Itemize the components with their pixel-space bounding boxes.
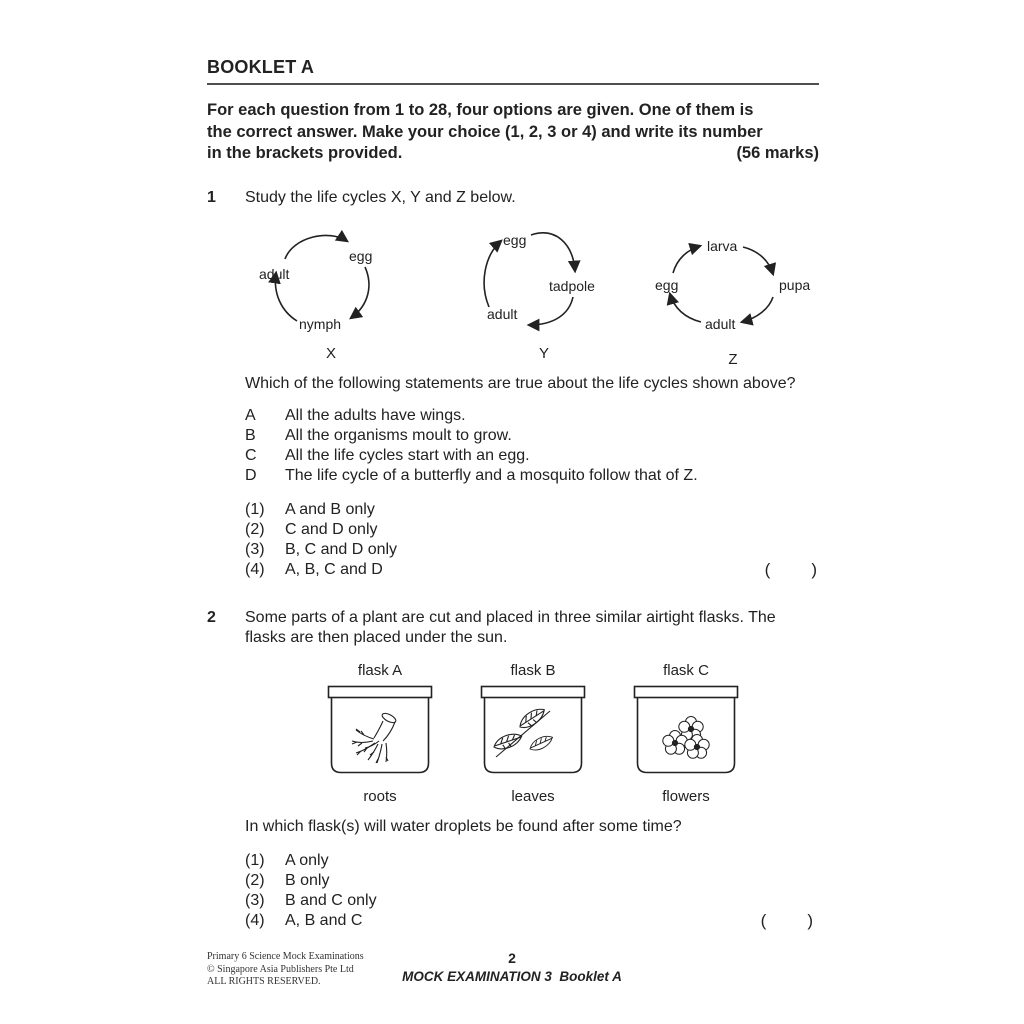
- question-2: [207, 608, 819, 931]
- option-row: [245, 560, 823, 580]
- footer-line: ALL RIGHTS RESERVED.: [207, 976, 321, 987]
- arrow-adult-to-egg: [484, 241, 501, 307]
- instruction-line: the correct answer. Make your choice (1, 2, 3 or 4) and write its number: [207, 122, 763, 141]
- option-number: (4): [245, 911, 265, 929]
- footer-line: Primary 6 Science Mock Examinations: [207, 951, 364, 962]
- option-row: [245, 540, 823, 560]
- arrow-pupa-to-adult: [742, 297, 773, 322]
- option-number: (1): [245, 851, 265, 869]
- flask-c-title: flask C: [663, 661, 709, 679]
- flask-a: [327, 661, 433, 807]
- option-number: (1): [245, 500, 265, 518]
- leaves-drawing: [493, 706, 555, 756]
- stage-label-egg: egg: [349, 247, 373, 264]
- stage-label-adult: adult: [259, 265, 290, 282]
- option-text: C and D only: [285, 520, 378, 538]
- cycle-z-label: Z: [728, 350, 738, 368]
- question-prompt: flasks are then placed under the sun.: [245, 628, 508, 646]
- answer-bracket-close: ): [811, 559, 817, 579]
- booklet-title: BOOKLET A: [207, 57, 315, 77]
- page-content: [207, 57, 819, 931]
- flask-lid: [482, 686, 585, 697]
- option-text: B, C and D only: [285, 540, 398, 558]
- statements-list: [245, 406, 823, 486]
- option-row: [245, 871, 819, 891]
- statement-text: All the adults have wings.: [285, 406, 466, 424]
- statement-letter: A: [245, 406, 256, 424]
- footer-center: [0, 951, 1024, 984]
- statement-row: [245, 446, 823, 466]
- answer-bracket-open: (: [760, 910, 767, 930]
- roots-drawing: [352, 711, 397, 763]
- flask-b-content-label: leaves: [511, 787, 555, 805]
- exam-title: MOCK EXAMINATION 3 Booklet A: [402, 969, 622, 984]
- cycle-y-svg: [469, 221, 619, 337]
- cycle-x-svg: [245, 221, 417, 337]
- option-number: (4): [245, 560, 265, 578]
- arrow-egg-to-nymph: [351, 267, 369, 318]
- question-prompt: Study the life cycles X, Y and Z below.: [245, 188, 516, 206]
- option-row: [245, 851, 819, 871]
- arrow-egg-to-tadpole: [531, 232, 575, 270]
- flowers-drawing: [663, 716, 709, 758]
- option-text: A, B and C: [285, 911, 363, 929]
- sub-question: In which flask(s) will water droplets be found after some time?: [245, 817, 682, 835]
- arrow-tadpole-to-adult: [529, 297, 573, 325]
- statement-row: [245, 406, 823, 426]
- flask-b-svg: [480, 685, 586, 777]
- option-row: [245, 911, 819, 931]
- page-number: 2: [508, 950, 516, 966]
- option-number: (3): [245, 891, 265, 909]
- option-text: A and B only: [285, 500, 375, 518]
- arrow-larva-to-pupa: [743, 247, 773, 274]
- arrow-adult-to-egg: [285, 235, 347, 259]
- stage-label-larva: larva: [707, 237, 738, 254]
- answer-bracket: [765, 560, 823, 580]
- statement-text: The life cycle of a butterfly and a mosquito follow that of Z.: [285, 466, 698, 484]
- flask-b: [480, 661, 586, 807]
- life-cycle-x-diagram: [245, 221, 417, 370]
- arrow-adult-to-egg: [670, 294, 701, 322]
- life-cycle-diagrams: [245, 221, 823, 370]
- answer-bracket: [761, 911, 819, 931]
- question-prompt: Some parts of a plant are cut and placed in three similar airtight flasks. The: [245, 608, 776, 626]
- stage-label-egg: egg: [655, 276, 679, 293]
- option-number: (2): [245, 871, 265, 889]
- option-text: B only: [285, 871, 330, 889]
- flask-a-title: flask A: [357, 661, 403, 679]
- option-number: (2): [245, 520, 265, 538]
- question-number: 2: [207, 608, 216, 626]
- cycle-x-label: X: [325, 344, 336, 362]
- option-row: [245, 520, 823, 540]
- question-number: 1: [207, 188, 216, 206]
- stage-label-tadpole: tadpole: [549, 277, 595, 294]
- title-rule: [207, 83, 819, 85]
- question-1: [207, 188, 819, 580]
- option-row: [245, 891, 819, 911]
- statement-letter: B: [245, 426, 256, 444]
- flask-body: [485, 697, 582, 772]
- flask-c: [633, 661, 739, 807]
- marks-total: (56 marks): [736, 144, 819, 162]
- statement-text: All the organisms moult to grow.: [285, 426, 512, 444]
- flask-body: [332, 697, 429, 772]
- statement-row: [245, 426, 823, 446]
- option-text: B and C only: [285, 891, 377, 909]
- life-cycle-y-diagram: [445, 221, 643, 370]
- instructions: [207, 100, 819, 165]
- instruction-line: in the brackets provided.: [207, 144, 403, 162]
- answer-bracket-close: ): [807, 910, 813, 930]
- flask-lid: [635, 686, 738, 697]
- footer-line: © Singapore Asia Publishers Pte Ltd: [207, 963, 354, 975]
- statement-letter: D: [245, 466, 257, 484]
- stage-label-adult: adult: [487, 305, 518, 322]
- answer-bracket-open: (: [764, 559, 771, 579]
- stage-label-egg: egg: [503, 231, 527, 248]
- instruction-line: For each question from 1 to 28, four options are given. One of them is: [207, 101, 754, 119]
- flask-lid: [329, 686, 432, 697]
- statement-row: [245, 466, 823, 486]
- flask-c-content-label: flowers: [662, 787, 710, 805]
- flask-diagrams: [327, 661, 819, 807]
- option-number: (3): [245, 540, 265, 558]
- flask-a-svg: [327, 685, 433, 777]
- flask-b-title: flask B: [510, 661, 556, 679]
- life-cycle-z-diagram: [643, 221, 823, 370]
- stage-label-nymph: nymph: [299, 315, 342, 332]
- flask-a-content-label: roots: [363, 787, 397, 805]
- stage-label-pupa: pupa: [779, 276, 811, 293]
- options-list: [245, 851, 819, 931]
- statement-letter: C: [245, 446, 257, 464]
- arrow-egg-to-larva: [673, 246, 700, 273]
- flask-c-svg: [633, 685, 739, 777]
- option-text: A only: [285, 851, 329, 869]
- options-list: [245, 500, 823, 580]
- cycle-y-label: Y: [538, 344, 549, 362]
- option-text: A, B, C and D: [285, 560, 383, 578]
- sub-question: Which of the following statements are true about the life cycles shown above?: [245, 374, 796, 392]
- cycle-z-svg: [643, 221, 823, 343]
- stage-label-adult: adult: [705, 315, 736, 332]
- option-row: [245, 500, 823, 520]
- statement-text: All the life cycles start with an egg.: [285, 446, 530, 464]
